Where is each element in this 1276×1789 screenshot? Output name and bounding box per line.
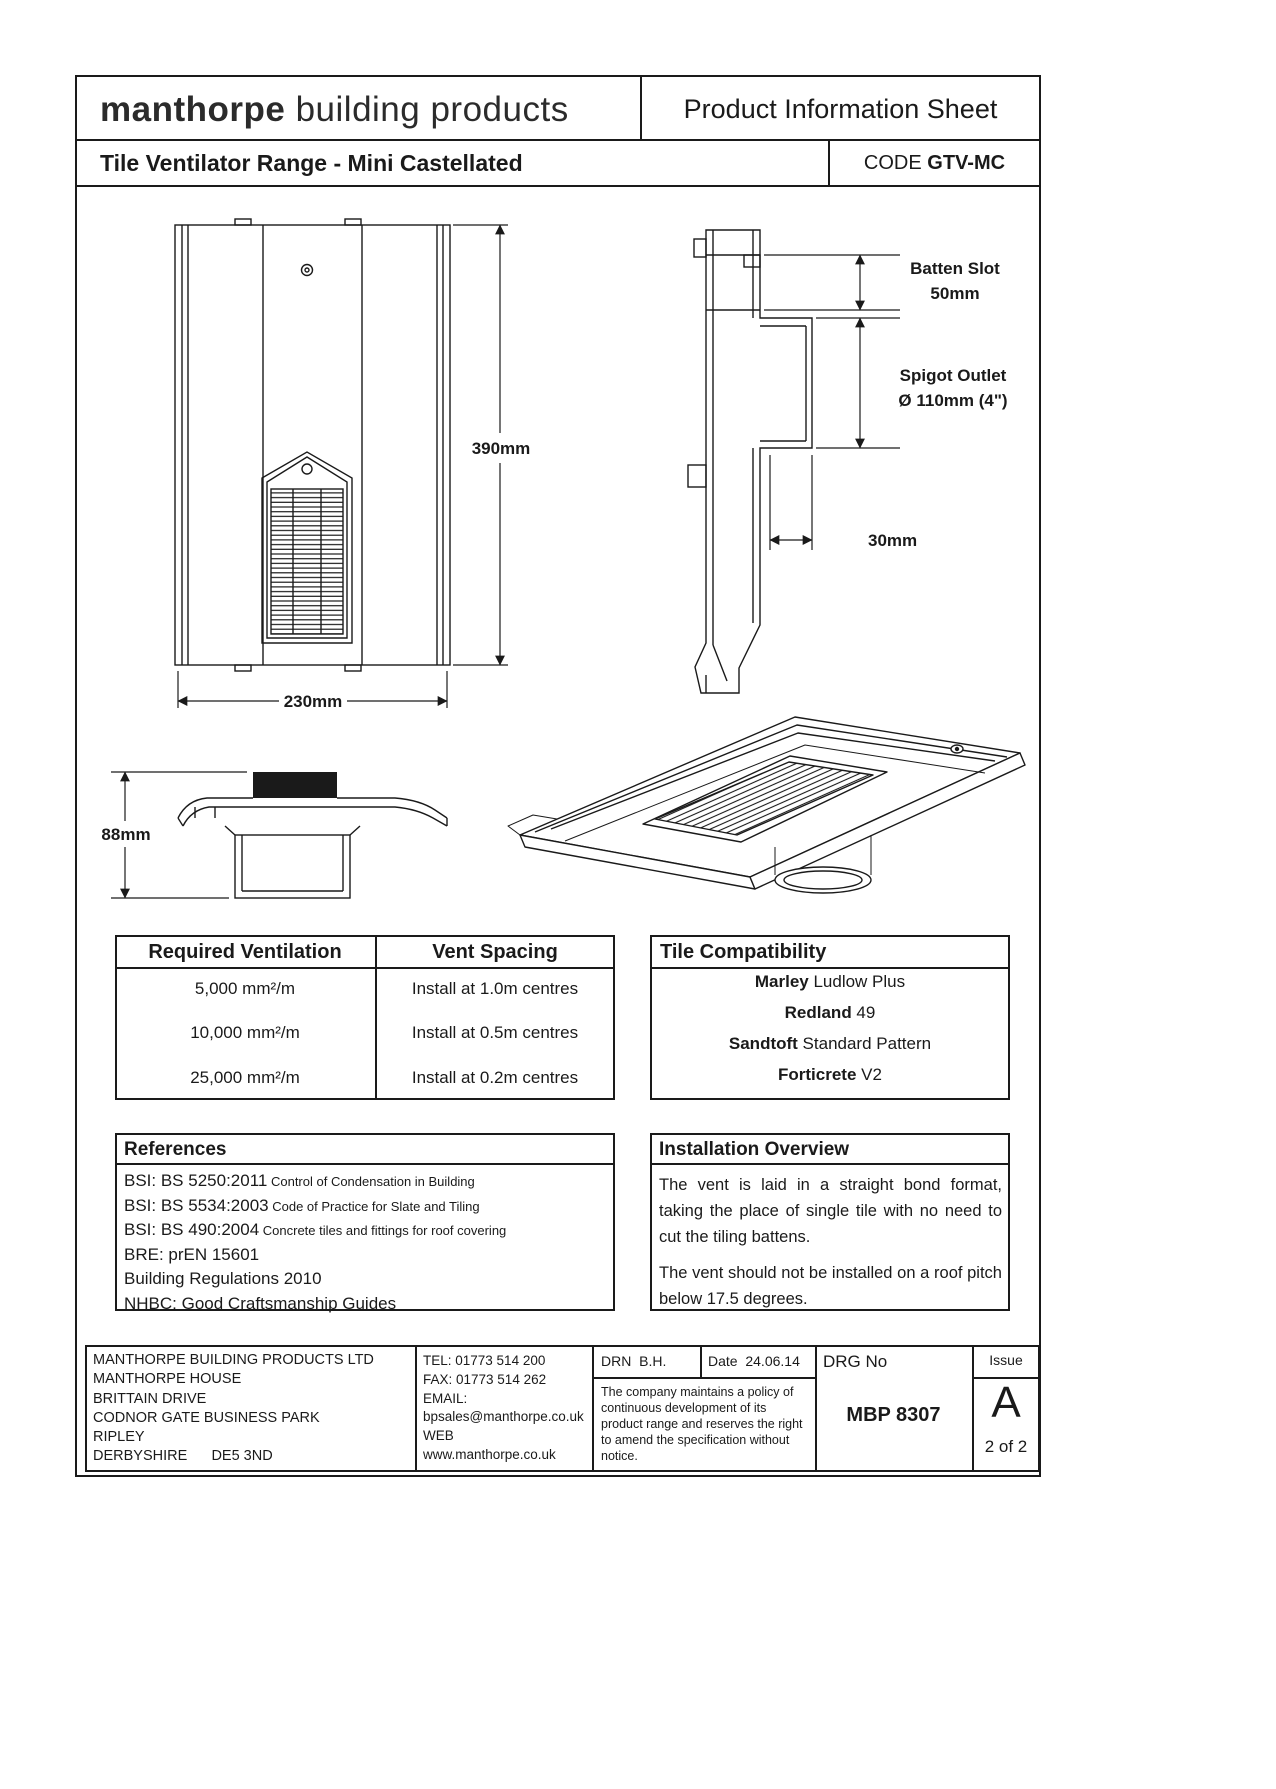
front-view-drawing bbox=[95, 205, 565, 720]
reference-detail: Concrete tiles and fittings for roof covering bbox=[259, 1223, 507, 1238]
side-view-drawing bbox=[660, 215, 1035, 715]
tile-model: Standard Pattern bbox=[797, 1033, 932, 1053]
ventilation-col2-header: Vent Spacing bbox=[432, 941, 558, 963]
front-width-dim-label: 230mm bbox=[283, 692, 343, 711]
front-height-dim-label: 390mm bbox=[471, 439, 531, 458]
tile-compatibility-list bbox=[650, 967, 1010, 1090]
issue-value: A bbox=[991, 1378, 1021, 1427]
reference-item bbox=[124, 1194, 608, 1219]
date-value: 24.06.14 bbox=[745, 1353, 800, 1369]
ventilation-requirement: 10,000 mm²/m bbox=[190, 1023, 300, 1043]
installation-paragraph: The vent is laid in a straight bond format, taking the place of single tile with no need to cut the tiling battens. bbox=[659, 1176, 1002, 1246]
brand-tagline: building products bbox=[285, 90, 569, 129]
company-address bbox=[93, 1351, 374, 1467]
code-label: CODE bbox=[863, 152, 922, 174]
tile-model: V2 bbox=[856, 1064, 882, 1084]
divider-line bbox=[75, 185, 1041, 187]
vent-grille bbox=[271, 489, 343, 634]
address-line: CODNOR GATE BUSINESS PARK bbox=[93, 1409, 320, 1426]
address-line: MANTHORPE HOUSE bbox=[93, 1371, 242, 1388]
tile-brand: Sandtoft bbox=[728, 1033, 798, 1053]
divider-line bbox=[650, 1163, 1010, 1165]
reference-item bbox=[124, 1243, 608, 1268]
reference-main: NHBC: Good Craftsmanship Guides bbox=[124, 1293, 397, 1313]
issue-label: Issue bbox=[989, 1352, 1023, 1368]
drn-value: B.H. bbox=[639, 1353, 667, 1369]
spigot-duct bbox=[235, 835, 350, 898]
disclaimer-text: The company maintains a policy of continuous development of its product range and reserves the right to amend the specification without notice. bbox=[601, 1385, 803, 1463]
reference-main: BSI: BS 5250:2011 bbox=[124, 1171, 268, 1190]
section-height-dim-label: 88mm bbox=[101, 825, 151, 844]
address-line: MANTHORPE BUILDING PRODUCTS LTD bbox=[93, 1352, 374, 1368]
divider-line bbox=[592, 1377, 815, 1379]
reference-item bbox=[124, 1218, 608, 1243]
tile-compatibility-item bbox=[650, 972, 1010, 992]
vent-spacing: Install at 1.0m centres bbox=[411, 979, 579, 999]
reference-main: BSI: BS 490:2004 bbox=[124, 1220, 260, 1239]
address-line: DERBYSHIRE DE5 3ND bbox=[93, 1448, 273, 1465]
drn-cell bbox=[601, 1353, 666, 1369]
reference-item bbox=[124, 1292, 608, 1317]
references-title: References bbox=[124, 1139, 227, 1160]
date-cell bbox=[708, 1353, 800, 1369]
tile-compatibility-item bbox=[650, 1003, 1010, 1023]
reference-detail: Code of Practice for Slate and Tiling bbox=[268, 1198, 480, 1214]
depth-dim-label: 30mm bbox=[868, 531, 918, 550]
nail-hole-icon bbox=[302, 265, 313, 276]
ventilation-requirement: 5,000 mm²/m bbox=[194, 979, 296, 999]
installation-overview-title: Installation Overview bbox=[659, 1139, 850, 1160]
divider-line bbox=[115, 1163, 615, 1165]
tile-brand: Marley bbox=[754, 972, 809, 992]
reference-detail: Control of Condensation in Building bbox=[267, 1174, 475, 1189]
reference-main: BSI: BS 5534:2003 bbox=[124, 1195, 269, 1215]
brand-logo bbox=[100, 90, 569, 130]
tile-brand: Redland bbox=[784, 1003, 852, 1023]
drg-no-label: DRG No bbox=[823, 1352, 888, 1371]
contact-details bbox=[423, 1352, 584, 1465]
reference-main: BRE: prEN 15601 bbox=[124, 1244, 260, 1264]
brand-name: manthorpe bbox=[100, 90, 286, 129]
vent-spacing: Install at 0.5m centres bbox=[411, 1023, 579, 1043]
date-label: Date bbox=[708, 1353, 738, 1369]
tile-compatibility-item bbox=[650, 1034, 1010, 1054]
spigot-outlet-label: Spigot Outlet bbox=[899, 366, 1007, 385]
ventilation-col1-header: Required Ventilation bbox=[148, 941, 342, 963]
ventilation-requirements-column bbox=[115, 967, 375, 1100]
installation-overview-text bbox=[659, 1172, 1002, 1312]
section-view-drawing bbox=[95, 760, 475, 910]
spigot-dim-label: Ø 110mm (4") bbox=[898, 391, 1008, 410]
drn-label: DRN bbox=[601, 1353, 632, 1369]
tile-compatibility-item bbox=[650, 1065, 1010, 1085]
vent-spacing: Install at 0.2m centres bbox=[411, 1067, 579, 1087]
tile-brand: Forticrete bbox=[778, 1064, 857, 1084]
email-label: EMAIL: bbox=[423, 1390, 468, 1406]
web-label: WEB bbox=[423, 1428, 454, 1444]
product-title: Tile Ventilator Range - Mini Castellated bbox=[100, 150, 523, 176]
drg-no-value: MBP 8307 bbox=[846, 1404, 941, 1426]
email-address: bpsales@manthorpe.co.uk bbox=[423, 1409, 584, 1425]
references-list bbox=[124, 1169, 608, 1316]
installation-paragraph: The vent should not be installed on a roof pitch below 17.5 degrees. bbox=[659, 1264, 1002, 1308]
isometric-view-drawing bbox=[505, 695, 1035, 915]
address-line: RIPLEY bbox=[93, 1429, 145, 1446]
product-code bbox=[828, 152, 1041, 175]
castellation-band bbox=[253, 772, 337, 798]
reference-item bbox=[124, 1267, 608, 1292]
batten-slot-label: Batten Slot bbox=[910, 259, 1000, 278]
reference-main: Building Regulations 2010 bbox=[124, 1269, 322, 1288]
tile-model: 49 bbox=[851, 1003, 876, 1023]
batten-slot-dim-label: 50mm bbox=[930, 284, 980, 303]
ventilation-spacing-column bbox=[375, 967, 615, 1100]
reference-item bbox=[124, 1169, 608, 1194]
ventilation-requirement: 25,000 mm²/m bbox=[190, 1067, 300, 1087]
tel-number: TEL: 01773 514 200 bbox=[423, 1353, 546, 1368]
code-value: GTV-MC bbox=[927, 152, 1006, 174]
divider-line bbox=[700, 1345, 702, 1377]
divider-line bbox=[75, 139, 1041, 141]
tile-compatibility-title: Tile Compatibility bbox=[660, 941, 827, 963]
divider-line bbox=[592, 1345, 594, 1472]
fax-number: FAX: 01773 514 262 bbox=[423, 1371, 547, 1387]
page-number: 2 of 2 bbox=[984, 1437, 1028, 1456]
tile-model: Ludlow Plus bbox=[808, 972, 906, 992]
web-address: www.manthorpe.co.uk bbox=[423, 1446, 556, 1462]
divider-line bbox=[415, 1345, 417, 1472]
sheet-title: Product Information Sheet bbox=[683, 94, 998, 124]
address-line: BRITTAIN DRIVE bbox=[93, 1390, 207, 1407]
